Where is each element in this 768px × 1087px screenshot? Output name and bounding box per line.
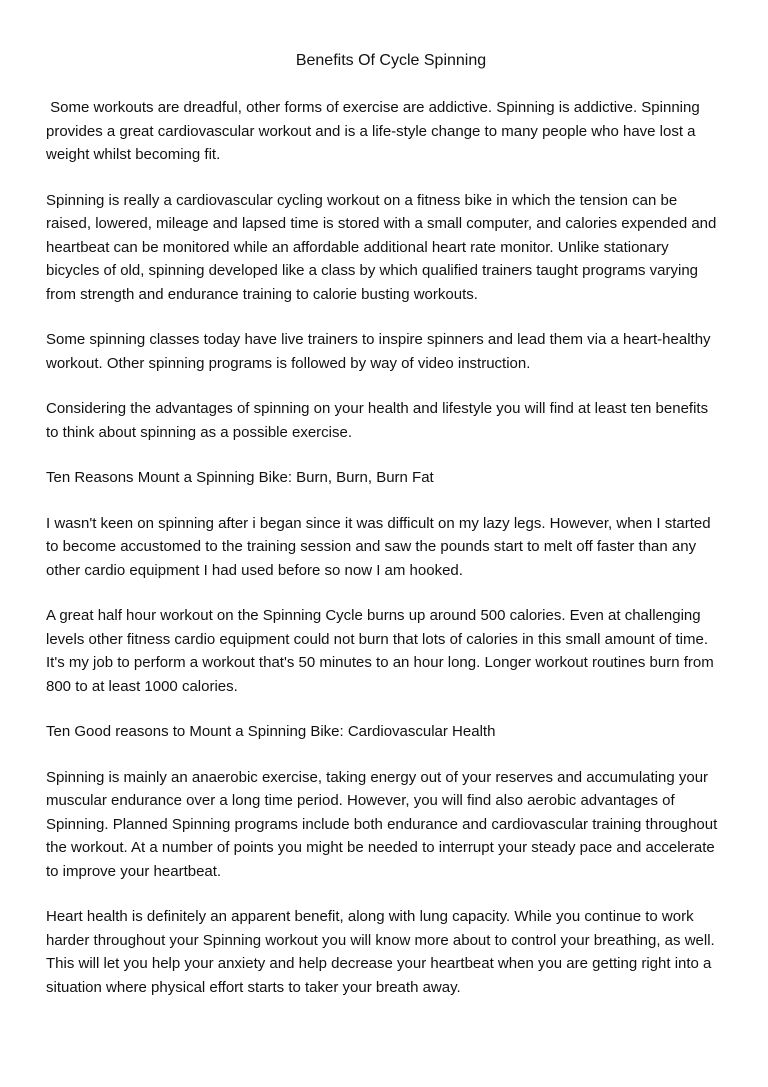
paragraph-definition: Spinning is really a cardiovascular cycling workout on a fitness bike in which the tension can be raised, lowered, mileage and lapsed time is stored with a small computer, and calories expended and heartbeat can be monitored while an affordable additional heart rate monitor. Unlike stationary bicycles of old, spinning developed like a class by which qualified trainers taught programs varying from strength and endurance training to calorie busting workouts. (46, 191, 721, 303)
paragraph-heart-health: Heart health is definitely an apparent benefit, along with lung capacity. While you continue to work harder throughout your Spinning workout you will know more about to control your breathing, as well. This will let you help your anxiety and help decrease your heartbeat when you are getting right into a situation where physical effort starts to taker your breath away. (46, 908, 719, 996)
paragraph-classes: Some spinning classes today have live trainers to inspire spinners and lead them via a heart-healthy workout. Other spinning programs is followed by way of video instruction. (46, 331, 715, 372)
paragraph-anaerobic: Spinning is mainly an anaerobic exercise, taking energy out of your reserves and accumulating your muscular endurance over a long time period. However, you will find also aerobic advantages of Spinning. Planned Spinning programs include both endurance and cardiovascular training throughout the workout. At a number of points you might be needed to interrupt your steady pace and accelerate to improve your heartbeat. (46, 768, 722, 880)
paragraph-advantages: Considering the advantages of spinning on your health and lifestyle you will find at least ten benefits to think about spinning as a possible exercise. (46, 400, 713, 441)
paragraph-personal-experience: I wasn't keen on spinning after i began since it was difficult on my lazy legs. However, when I started to become accustomed to the training session and saw the pounds start to melt off faster than any other cardio equipment I had used before so now I am hooked. (46, 514, 715, 579)
section-heading-cardiovascular: Ten Good reasons to Mount a Spinning Bike: Cardiovascular Health (46, 723, 496, 740)
section-heading-burn-fat: Ten Reasons Mount a Spinning Bike: Burn, Burn, Burn Fat (46, 469, 434, 486)
paragraph-intro: Some workouts are dreadful, other forms of exercise are addictive. Spinning is addictive. Spinning provides a great cardiovascular workout and is a life-style change to many people who have lost a weight whilst becoming fit. (46, 99, 704, 163)
paragraph-calories: A great half hour workout on the Spinning Cycle burns up around 500 calories. Even at challenging levels other fitness cardio equipment could not burn that lots of calories in this small amount of time. It's my job to perform a workout that's 50 minutes to an hour long. Longer workout routines burn from 800 to at least 1000 calories. (46, 607, 718, 695)
document-title: Benefits Of Cycle Spinning (295, 52, 487, 69)
